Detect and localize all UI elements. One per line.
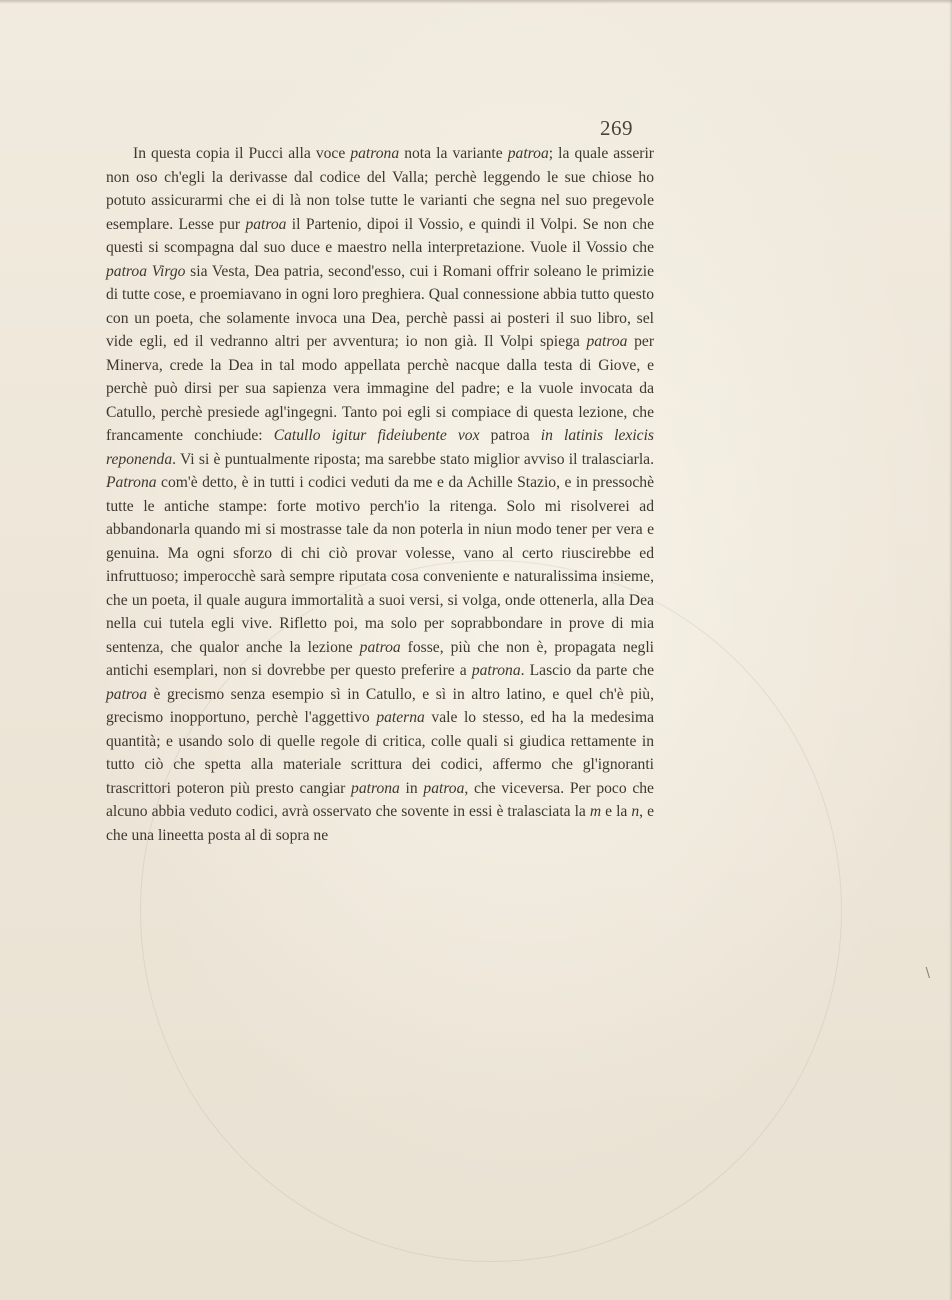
text-run: In questa copia il Pucci alla voce <box>133 145 351 162</box>
text-run: nota la variante <box>399 145 508 162</box>
italic-term: Patrona <box>106 474 157 491</box>
body-paragraph <box>106 142 654 847</box>
text-run: com'è detto, è in tutti i codici veduti da me e da Achille Stazio, e in pressochè tutte le antiche stampe: forte motivo perch'io la ritenga. Solo mi risolverei ad abbandonarla quando mi si mostrasse tale da non poterla in niun modo tener per vera e genuina. Ma ogni sforzo di chi ciò provar volesse, vano al certo riuscirebbe ed infruttuoso; imperocchè sarà sempre riputata cosa conveniente e naturalissima insieme, che un poeta, il quale augura immortalità a suoi versi, si volga, onde ottenerla, alla Dea nella cui tutela egli vive. Rifletto poi, ma solo per soprabbondare in prove di mia sentenza, che qualor anche la lezione <box>106 474 654 656</box>
page-top-edge <box>0 0 952 4</box>
text-run: vale lo stesso, ed ha la medesima quantità; e usando solo di quelle regole di critica, colle quali si giudica rettamente in tutto ciò che spetta alla materiale scrittura dei codici, affermo che gl'ignoranti trascrittori poteron più presto cangiar <box>106 709 654 797</box>
text-run: . Lascio da parte che <box>520 662 654 679</box>
text-run: sia Vesta, Dea patria, second'esso, cui i Romani offrir soleano le primizie di tutte cose, e proemiavano in ogni loro preghiera. Qual connessione abbia tutto questo con un poeta, che solamente invoca una Dea, perchè passi ai posteri il suo libro, sel vide egli, ed il vedranno altri per avventura; io non già. Il Volpi spiega <box>106 262 654 350</box>
italic-term: paterna <box>376 709 425 726</box>
italic-term: patroa <box>359 638 401 656</box>
text-run: il Partenio, dipoi il Vossio, e quindi il Volpi. Se non che questi si scompagna dal suo duce e maestro nella interpretazione. Vuole il Vossio che <box>106 215 654 256</box>
text-run: , che viceversa. Per poco che alcuno abbia veduto codici, avrà osservato che sovente in essi è tralasciata la <box>106 779 654 820</box>
margin-mark: \ <box>925 966 930 981</box>
text-run: e la <box>601 803 632 820</box>
italic-term: patroa <box>423 779 465 797</box>
text-run: per Minerva, crede la Dea in tal modo appellata perchè nacque dalla testa di Giove, e perchè può dirsi per sua sapienza vera immagine del padre; e la vuole invocata da Catullo, perchè presiede agl'ingegni. Tanto poi egli si compiace di questa lezione, che francamente conchiude: <box>106 333 655 444</box>
text-run: fosse, più che non è, propagata negli antichi esemplari, non si dovrebbe per questo preferire a <box>106 638 654 679</box>
text-run: in <box>399 779 424 797</box>
italic-term: n <box>631 803 640 820</box>
text-run: è grecismo senza esempio sì in Catullo, e sì in altro latino, e quel ch'è più, grecismo inopportuno, perchè l'aggettivo <box>106 685 654 726</box>
text-run: . Vi si è puntualmente riposta; ma sarebbe stato miglior avviso il tralasciarla. <box>172 450 654 468</box>
text-run: ; la quale asserir non oso ch'egli la derivasse dal codice del Valla; perchè leggendo le sue chiose ho potuto assicurarmi che ei di là non tolse tutte le varianti che segna nel suo pregevole esemplare. Lesse pur <box>106 145 655 233</box>
italic-term: patroa <box>245 215 287 233</box>
italic-term: patrona <box>350 145 400 162</box>
italic-term: m <box>589 803 602 820</box>
italic-term: patroa <box>106 685 148 703</box>
italic-term: patrona <box>471 662 521 679</box>
italic-term: patroa <box>586 333 628 350</box>
italic-term: patrona <box>351 779 400 797</box>
page-number: 269 <box>600 116 633 140</box>
italic-term: Catullo igitur fideiubente vox <box>273 427 480 444</box>
text-run: patroa <box>479 427 541 444</box>
italic-term: in latinis lexicis reponenda <box>106 427 654 468</box>
text-run: , e che una lineetta posta al di sopra ne <box>106 803 655 844</box>
italic-term: patroa <box>507 145 549 162</box>
italic-term: patroa Virgo <box>106 262 186 280</box>
